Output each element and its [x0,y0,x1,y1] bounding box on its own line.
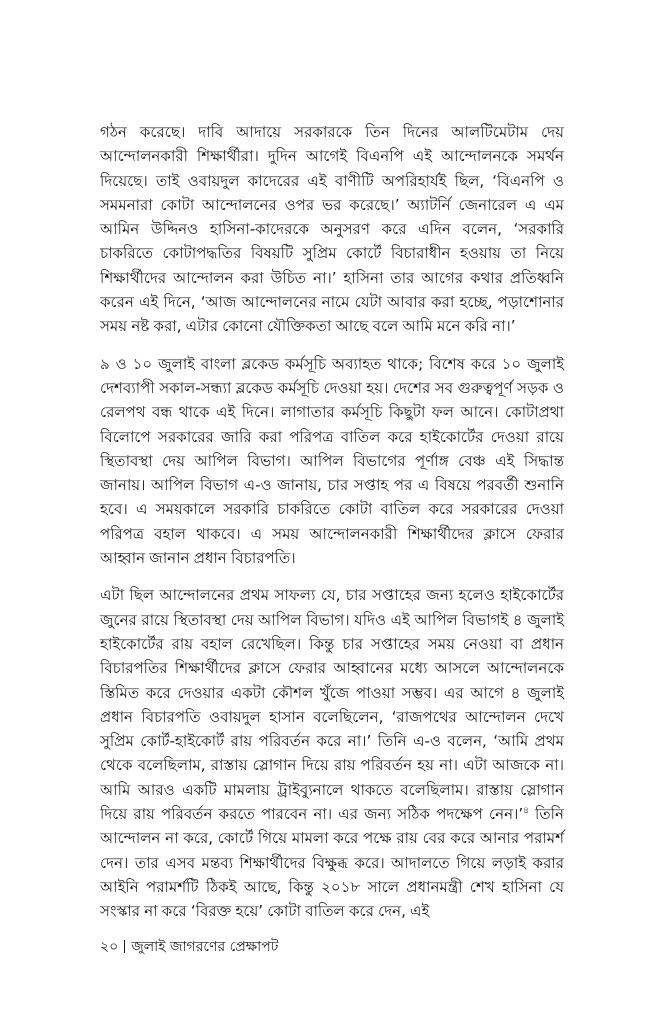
paragraph-3-text-before-note: এটা ছিল আন্দোলনের প্রথম সাফল্য যে, চার সপ্তাহের জন্য হলেও হাইকোর্টের জুনের রায়ে স্থিতাবস্থা দেয় আপিল বিভাগ। যদিও এই আপিল বিভাগই ৪ জুলাই হাইকোর্টের রায় বহাল রেখেছিল। কিন্তু চার সপ্তাহের সময় নেওয়া বা প্রধান বিচারপতির শিক্ষার্থীদের ক্লাসে ফেরার আহ্বানের মধ্যে আসলে আন্দোলনকে স্তিমিত করে দেওয়ার একটা কৌশল খুঁজে পাওয়া সম্ভব। এর আগে ৪ জুলাই প্রধান বিচারপতি ওবায়দুল হাসান বলেছিলেন, ‘রাজপথের আন্দোলন দেখে সুপ্রিম কোর্ট-হাইকোর্ট রায় পরিবর্তন করে না।’ তিনি এ-ও বলেন, ‘আমি প্রথম থেকে বলেছিলাম, রাস্তায় স্লোগান দিয়ে রায় পরিবর্তন হয় না। এটা আজকে না। আমি আরও একটি মামলায় ট্রাইব্যুনালে থাকতে বলেছিলাম। রাস্তায় স্লোগান দিয়ে রায় পরিবর্তন করতে পারবেন না। এর জন্য সঠিক পদক্ষেপ নেন।’ [100,586,564,824]
footnote-marker: ৪ [523,805,529,816]
page-footer [100,938,278,956]
paragraph-3 [100,583,564,923]
paragraph-3-text-after-note: তিনি আন্দোলন না করে, কোর্টে গিয়ে মামলা করে পক্ষে রায় বের করে আনার পরামর্শ দেন। তার এসব মন্তব্য শিক্ষার্থীদের বিক্ষুব্ধ করে। আদালতে গিয়ে লড়াই করার আইনি পরামর্শটি ঠিকই আছে, কিন্তু ২০১৮ সালে প্রধানমন্ত্রী শেখ হাসিনা যে সংস্কার না করে ‘বিরক্ত হয়ে’ কোটা বাতিল করে দেন, এই [100,805,564,921]
paragraph-2: ৯ ও ১০ জুলাই বাংলা ব্লকেড কর্মসূচি অব্যাহত থাকে; বিশেষ করে ১০ জুলাই দেশব্যাপী সকাল-সন্ধ্যা ব্লকেড কর্মসূচি দেওয়া হয়। দেশের সব গুরুত্বপূর্ণ সড়ক ও রেলপথ বন্ধ থাকে এই দিনে। লাগাতার কর্মসূচি কিছুটা ফল আনে। কোটাপ্রথা বিলোপে সরকারের জারি করা পরিপত্র বাতিল করে হাইকোর্টের দেওয়া রায়ে স্থিতাবস্থা দেয় আপিল বিভাগ। আপিল বিভাগের পূর্ণাঙ্গ বেঞ্চ এই সিদ্ধান্ত জানায়। আপিল বিভাগ এ-ও জানায়, চার সপ্তাহ পর এ বিষয়ে পরবর্তী শুনানি হবে। এ সময়কালে সরকারি চাকরিতে কোটা বাতিল করে সরকারের দেওয়া পরিপত্র বহাল থাকবে। এ সময় আন্দোলনকারী শিক্ষার্থীদের ক্লাসে ফেরার আহ্বান জানান প্রধান বিচারপতি। [100,354,564,568]
page-number: ২০ [100,939,119,955]
paragraph-1: গঠন করেছে। দাবি আদায়ে সরকারকে তিন দিনের আলটিমেটাম দেয় আন্দোলনকারী শিক্ষার্থীরা। দুদিন আগেই বিএনপি এই আন্দোলনকে সমর্থন দিয়েছে। তাই ওবায়দুল কাদেরের এই বাণীটি অপরিহার্যই ছিল, ‘বিএনপি ও সমমনারা কোটা আন্দোলনের ওপর ভর করেছে।’ অ্যাটর্নি জেনারেল এ এম আমিন উদ্দিনও হাসিনা-কাদেরকে অনুসরণ করে এদিন বলেন, ‘সরকারি চাকরিতে কোটাপদ্ধতির বিষয়টি সুপ্রিম কোর্টে বিচারাধীন হওয়ায় তা নিয়ে শিক্ষার্থীদের আন্দোলন করা উচিত না।’ হাসিনা তার আগের কথার প্রতিধ্বনি করেন এই দিনে, ‘আজ আন্দোলনের নামে যেটা আবার করা হচ্ছে, পড়াশোনার সময় নষ্ট করা, এটার কোনো যৌক্তিকতা আছে বলে আমি মনে করি না।’ [100,123,564,336]
footer-divider [124,940,125,953]
page-body [100,120,564,937]
running-title: জুলাই জাগরণের প্রেক্ষাপট [131,939,279,955]
